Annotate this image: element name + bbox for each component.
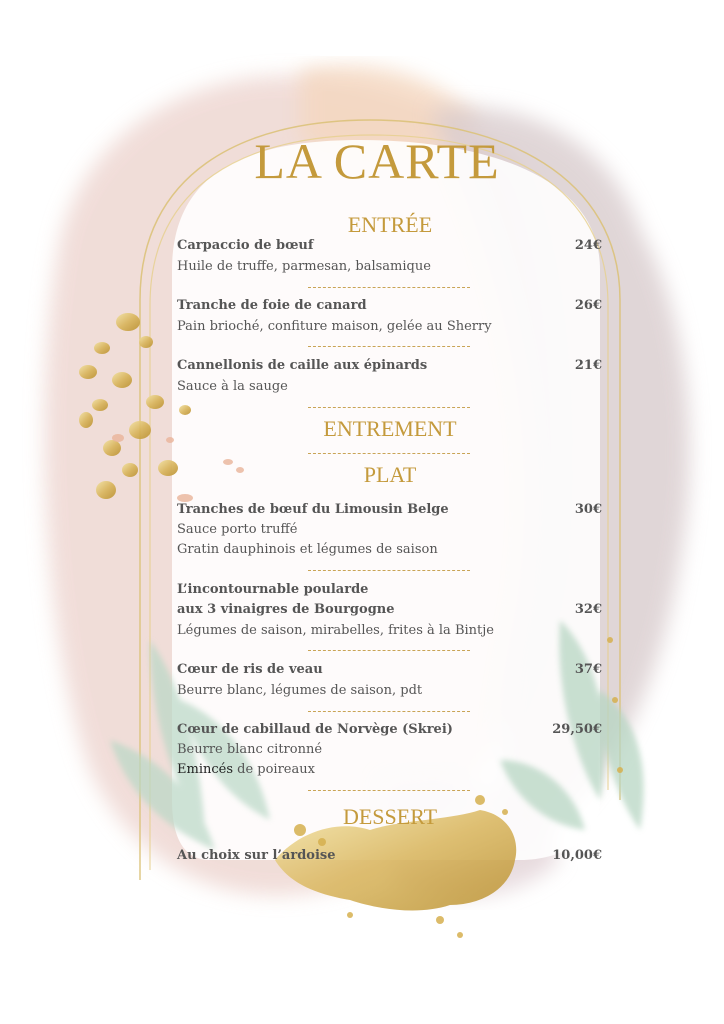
item-price: 26€ xyxy=(574,298,602,313)
item-description: Huile de truffe, parmesan, balsamique xyxy=(177,259,431,274)
item-name: Carpaccio de bœuf xyxy=(177,238,314,253)
item-name: aux 3 vinaigres de Bourgogne xyxy=(177,602,395,617)
item-name: Au choix sur l’ardoise xyxy=(177,848,336,863)
divider xyxy=(308,453,470,454)
divider xyxy=(308,711,470,712)
item-price: 21€ xyxy=(574,358,602,373)
item-price: 24€ xyxy=(574,238,602,253)
item-description xyxy=(177,762,315,777)
item-price: 10,00€ xyxy=(552,848,602,863)
item-price: 32€ xyxy=(574,602,602,617)
section-heading-plat: PLAT xyxy=(363,462,417,487)
item-price: 37€ xyxy=(574,662,602,677)
item-name: L’incontournable poularde xyxy=(177,582,369,597)
item-name: Tranches de bœuf du Limousin Belge xyxy=(177,502,449,517)
item-description: Beurre blanc citronné xyxy=(177,742,323,757)
item-price: 29,50€ xyxy=(552,722,602,737)
section-heading-entree: ENTRÉE xyxy=(347,212,433,237)
item-name: Cœur de cabillaud de Norvège (Skrei) xyxy=(177,722,453,737)
divider xyxy=(308,407,470,408)
item-description: Légumes de saison, mirabelles, frites à la Bintje xyxy=(177,623,494,638)
item-name: Cannellonis de caille aux épinards xyxy=(177,358,428,373)
item-name: Cœur de ris de veau xyxy=(177,662,323,677)
item-price: 30€ xyxy=(574,502,602,517)
item-description-rest: de poireaux xyxy=(233,762,315,777)
item-name: Tranche de foie de canard xyxy=(177,298,367,313)
divider xyxy=(308,287,470,288)
divider xyxy=(308,650,470,651)
menu-title: LA CARTE xyxy=(254,133,500,189)
section-heading-entrement: ENTREMENT xyxy=(323,416,457,441)
item-description: Pain brioché, confiture maison, gelée au Sherry xyxy=(177,319,492,334)
item-description-emphasis: Emincés xyxy=(177,762,233,777)
item-description: Sauce porto truffé xyxy=(177,522,298,537)
item-description: Beurre blanc, légumes de saison, pdt xyxy=(177,683,423,698)
item-description: Gratin dauphinois et légumes de saison xyxy=(177,542,438,557)
divider xyxy=(308,790,470,791)
section-heading-dessert: DESSERT xyxy=(342,804,438,829)
item-description: Sauce à la sauge xyxy=(177,379,288,394)
divider xyxy=(308,346,470,347)
divider xyxy=(308,570,470,571)
